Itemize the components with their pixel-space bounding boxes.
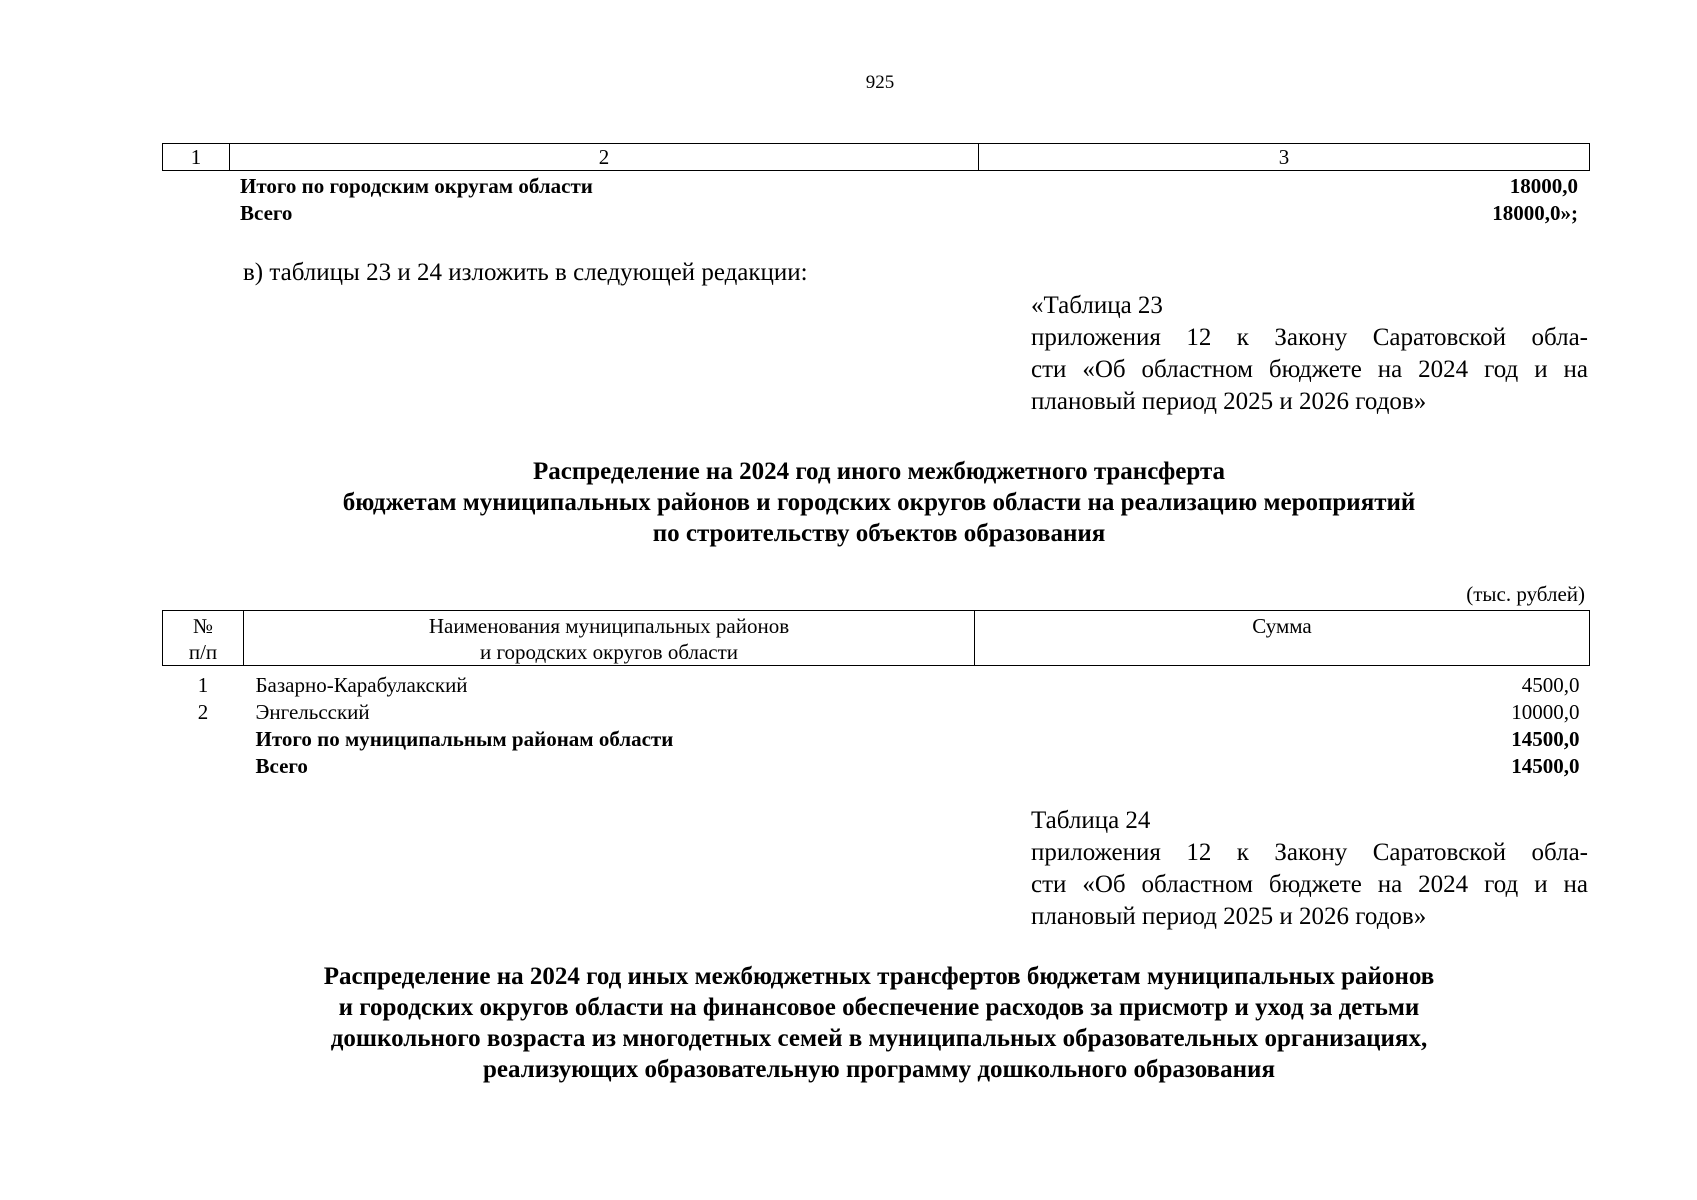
table24-title-line: Распределение на 2024 год иных межбюджетных трансфертов бюджетам муниципальных районов xyxy=(323,963,1435,990)
table24-title-line: и городских округов области на финансовое обеспечение расходов за присмотр и уход за детьми xyxy=(338,994,1420,1021)
row-name: Базарно-Карабулакский xyxy=(255,673,468,697)
table24-appendix-line: плановый период 2025 и 2026 годов» xyxy=(1031,903,1427,930)
table24-label: Таблица 24 xyxy=(1031,807,1151,834)
table24-title-line: реализующих образовательную программу дошкольного образования xyxy=(483,1056,1275,1083)
header-sum-label: Сумма xyxy=(1252,614,1312,638)
header-number-line: п/п xyxy=(188,640,218,664)
table23-label: «Таблица 23 xyxy=(1031,292,1163,319)
table23-appendix-reference xyxy=(1031,290,1588,418)
grand-total-sum: 14500,0 xyxy=(1511,754,1580,778)
table23-title xyxy=(160,456,1598,549)
table24-title-line: дошкольного возраста из многодетных семей в муниципальных образовательных организациях, xyxy=(330,1025,1428,1052)
grand-total-label: Всего xyxy=(255,754,308,778)
grand-total-row xyxy=(163,753,1590,780)
intro-text: в) таблицы 23 и 24 изложить в следующей редакции: xyxy=(243,259,808,286)
table23-appendix-line: сти «Об областном бюджете на 2024 год и на xyxy=(1031,356,1588,383)
table24-appendix-line: сти «Об областном бюджете на 2024 год и на xyxy=(1031,871,1588,898)
table24-appendix-reference xyxy=(1031,805,1588,933)
header-name-line: Наименования муниципальных районов xyxy=(428,614,790,638)
table23-title-line: по строительству объектов образования xyxy=(652,520,1106,547)
table23-unit-note: (тыс. рублей) xyxy=(1466,582,1585,606)
continuation-total-label: Итого по городским округам области xyxy=(240,174,593,198)
header-number xyxy=(163,611,244,666)
continuation-total-row xyxy=(240,173,1578,199)
total-districts-label: Итого по муниципальным районам области xyxy=(255,727,674,751)
continuation-grand-total-label: Всего xyxy=(240,201,293,225)
table-row xyxy=(163,672,1590,699)
page-number: 925 xyxy=(865,72,895,93)
continuation-grand-total-row xyxy=(240,200,1578,226)
row-sum: 10000,0 xyxy=(1511,700,1580,724)
table23-header-row xyxy=(163,611,1590,666)
header-name xyxy=(244,611,975,666)
table23-appendix-line: плановый период 2025 и 2026 годов» xyxy=(1031,388,1427,415)
continuation-header-table xyxy=(162,143,1590,171)
table24-appendix-line: приложения 12 к Закону Саратовской обла- xyxy=(1031,839,1588,866)
row-sum: 4500,0 xyxy=(1521,673,1580,697)
total-districts-row xyxy=(163,726,1590,753)
table23-title-line: Распределение на 2024 год иного межбюджетного трансферта xyxy=(532,458,1226,485)
column-number-3: 3 xyxy=(979,144,1590,171)
row-number: 1 xyxy=(197,673,209,697)
table23-appendix-line: приложения 12 к Закону Саратовской обла- xyxy=(1031,324,1588,351)
header-number-line: № xyxy=(192,614,214,638)
continuation-total-amount: 18000,0 xyxy=(1509,174,1578,198)
total-districts-sum: 14500,0 xyxy=(1511,727,1580,751)
row-name: Энгельсский xyxy=(255,700,370,724)
table24-title xyxy=(160,961,1598,1085)
column-number-2: 2 xyxy=(230,144,979,171)
column-number-1: 1 xyxy=(163,144,230,171)
table-row xyxy=(163,699,1590,726)
table23 xyxy=(162,610,1590,780)
continuation-grand-total-amount: 18000,0»; xyxy=(1492,201,1578,225)
header-name-line: и городских округов области xyxy=(479,640,739,664)
header-sum xyxy=(975,611,1590,666)
table23-title-line: бюджетам муниципальных районов и городских округов области на реализацию мероприятий xyxy=(342,489,1416,516)
row-number: 2 xyxy=(197,700,209,724)
